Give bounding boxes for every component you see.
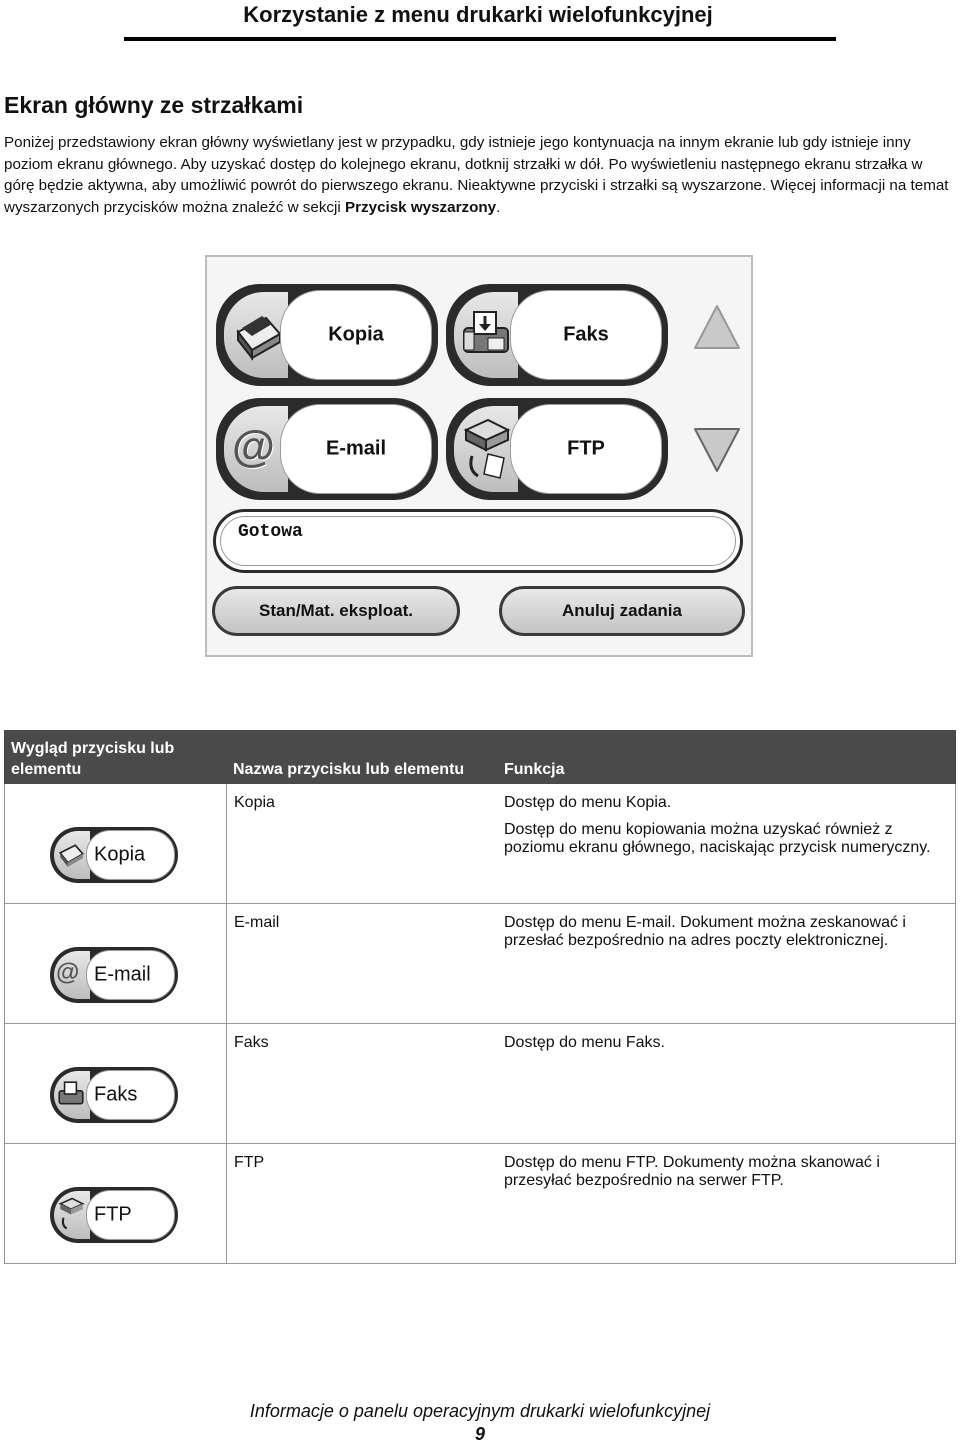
table-row	[4, 1024, 956, 1144]
sample-label: FTP	[94, 1203, 132, 1226]
status-field	[213, 509, 743, 573]
supplies-status-button[interactable]: Stan/Mat. eksploat.	[212, 586, 460, 636]
header-function: Funkcja	[504, 761, 565, 778]
ftp-button[interactable]	[446, 398, 668, 500]
table-row	[4, 784, 956, 904]
copy-button-sample	[50, 827, 178, 883]
row-name: FTP	[234, 1154, 265, 1171]
row-name: E-mail	[234, 914, 280, 931]
function-text: Dostęp do menu E-mail. Dokument można zeskanować i przesłać bezpośrednio na adres poczty elektronicznej.	[504, 914, 906, 949]
row-function	[504, 794, 944, 866]
row-function	[504, 1154, 944, 1199]
ftp-server-icon	[56, 1195, 86, 1233]
ftp-button-sample	[50, 1187, 178, 1243]
row-name: Faks	[234, 1034, 269, 1051]
header-rule	[124, 37, 836, 41]
page-footer: Informacje o panelu operacyjnym drukarki wielofunkcyjnej	[249, 1401, 711, 1421]
intro-text: Poniżej przedstawiony ekran główny wyświetlany jest w przypadku, gdy istnieje jego kontynuacja na innym ekranie lub gdy istnieje inny poziom ekranu głównego. Aby uzyskać dostęp do kolejnego ekranu, dotknij strzałki w dół. Po wyświetleniu następnego ekranu strzałka w górę będzie aktywna, aby umożliwić powrót do pierwszego ekranu. Nieaktywne przyciski i strzałki są wyszarzone. Więcej informacji na temat wyszarzonych przycisków można znaleźć w sekcji	[4, 134, 949, 216]
table-header	[4, 730, 956, 784]
email-label: E-mail	[325, 437, 387, 460]
sample-label: E-mail	[94, 963, 151, 986]
fax-label: Faks	[563, 323, 609, 346]
function-text: Dostęp do menu Faks.	[504, 1034, 665, 1051]
row-function	[504, 1034, 944, 1061]
row-name: Kopia	[234, 794, 275, 811]
intro-end: .	[496, 198, 501, 216]
intro-link: Przycisk wyszarzony	[344, 198, 497, 216]
scanner-icon	[232, 310, 284, 362]
arrow-down-icon[interactable]	[692, 424, 742, 474]
function-text: Dostęp do menu Kopia.	[504, 794, 672, 811]
status-text: Gotowa	[238, 522, 303, 542]
at-sign-icon: @	[56, 959, 80, 986]
page-number: 9	[474, 1424, 485, 1444]
section-title: Ekran główny ze strzałkami	[4, 92, 304, 118]
copy-label: Kopia	[328, 323, 384, 346]
copy-button[interactable]	[216, 284, 438, 386]
function-text: Dostęp do menu FTP. Dokumenty można skanować i przesyłać bezpośrednio na serwer FTP.	[504, 1154, 880, 1189]
ftp-server-icon	[458, 416, 514, 482]
sample-label: Kopia	[94, 843, 146, 866]
fax-icon	[458, 306, 514, 362]
fax-button[interactable]	[446, 284, 668, 386]
ftp-label: FTP	[567, 437, 605, 460]
email-button[interactable]	[216, 398, 438, 500]
function-text-2: Dostęp do menu kopiowania można uzyskać również z poziomu ekranu głównego, naciskając przycisk numeryczny.	[504, 821, 931, 856]
table-row	[4, 904, 956, 1024]
at-sign-icon: @	[232, 422, 275, 471]
sample-label: Faks	[94, 1083, 138, 1106]
intro-paragraph	[4, 132, 956, 218]
page-header-title: Korzystanie z menu drukarki wielofunkcyjnej	[243, 2, 713, 27]
table-row	[4, 1144, 956, 1264]
header-name: Nazwa przycisku lub elementu	[233, 761, 465, 778]
cancel-jobs-button[interactable]: Anuluj zadania	[499, 586, 745, 636]
email-button-sample	[50, 947, 178, 1003]
scanner-icon	[56, 841, 86, 869]
arrow-up-icon[interactable]	[692, 303, 742, 353]
header-appearance: Wygląd przycisku lub elementu	[11, 740, 175, 778]
row-function	[504, 914, 944, 959]
fax-button-sample	[50, 1067, 178, 1123]
fax-icon	[56, 1079, 86, 1109]
